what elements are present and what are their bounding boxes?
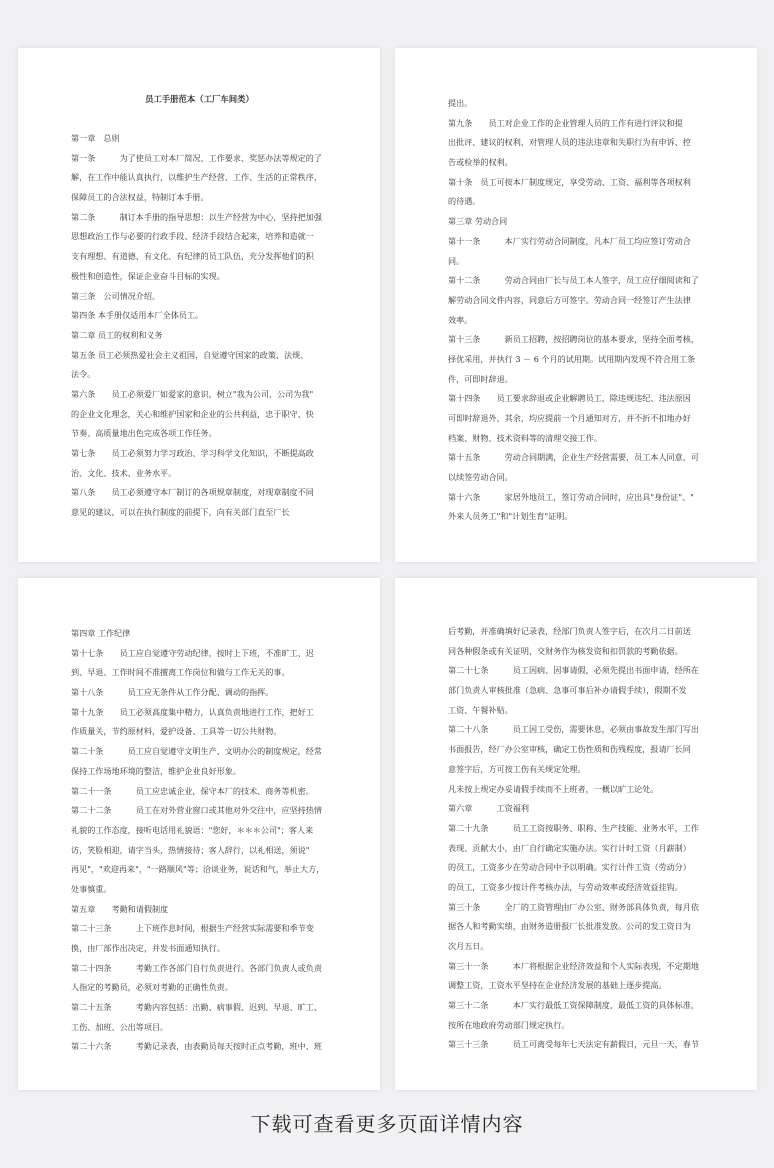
text-line: 第十八条 员工应无条件从工作分配、调动的指挥。 <box>71 687 274 698</box>
text-line: 礼貌的工作态度，接听电话用礼貌语："您好，＊＊＊公司"；客人来 <box>71 824 314 835</box>
page-2-text <box>448 94 705 527</box>
text-line: 第六章 工资福利 <box>448 803 529 814</box>
text-line: 第十二条 劳动合同由厂长与员工本人签字，员工应仔细阅读和了 <box>448 275 699 286</box>
text-line: 部门负责人审核批准（急病、急事可事后补办请假手续），假期不发 <box>448 685 687 696</box>
text-line: 换，由厂部作出决定，并发书面通知执行。 <box>71 943 225 953</box>
text-line: 工资、午餐补贴。 <box>448 704 513 715</box>
text-line: 第二十二条 员工在对外营业窗口或其他对外交往中，应坚持热情 <box>71 805 322 816</box>
text-line: 第六条 员工必须爱厂如爱家的意识，树立"我为公司，公司为我" <box>71 388 314 399</box>
text-line: 第二十一条 员工应忠诚企业，保守本厂的技术、商务等机密。 <box>71 785 314 796</box>
text-line: 第十五条 劳动合同期满，企业生产经营需要，员工本人同意，可 <box>448 452 699 463</box>
document-page-2 <box>395 48 757 562</box>
text-line: 第十九条 员工必须高度集中精力，认真负责地进行工作，把好工 <box>71 706 314 717</box>
text-line: 调整工资，工资水平坚持在企业经济发展的基础上逐步提高。 <box>448 980 667 991</box>
text-line: 后考勤，并准确填好记录表，经部门负责人签字后，在次月二日前送 <box>448 626 691 636</box>
text-line: 人指定的考勤员，必须对考勤的正确性负责。 <box>71 982 233 993</box>
document-page-4 <box>395 578 757 1090</box>
text-line: 第一条 为了使员工对本厂简况、工作要求、奖惩办法等规定的了 <box>71 152 322 163</box>
text-line: 第一章 总则 <box>71 133 120 143</box>
page-1-content <box>71 92 328 523</box>
text-line: 档案、财物、技术资料等的清理交接工作。 <box>448 432 602 443</box>
text-line: 治、文化、技术、业务水平。 <box>71 467 177 478</box>
text-line: 保持工作场地环境的整洁，维护企业良好形象。 <box>71 765 241 776</box>
text-line: 第二十八条 员工因工受伤，需要休息，必须由事故发生部门写出 <box>448 724 699 735</box>
text-line: 节奏、高质量地出色完成各项工作任务。 <box>71 428 217 439</box>
text-line: 解劳动合同文件内容，同意后方可签字。劳动合同一经签订产生法律 <box>448 294 691 305</box>
text-line: 支有理想、有道德、有文化、有纪律的员工队伍，充分发挥他们的积 <box>71 251 314 262</box>
text-line: 提出。 <box>448 98 473 108</box>
text-line: 表现、贡献大小，由厂自行确定实施办法。实行计时工资（月薪制） <box>448 842 691 853</box>
text-line: 第四章 工作纪律 <box>71 628 131 638</box>
text-line: 第二条 制订本手册的指导思想：以生产经营为中心，坚持把加强 <box>71 211 322 222</box>
text-line: 处事慎重。 <box>71 883 112 894</box>
text-line: 思想政治工作与必要的行政手段、经济手段结合起来，培养和造就一 <box>71 231 314 242</box>
text-line: 第二十七条 员工因病、因事请假，必须先提出书面申请，经所在 <box>448 665 699 676</box>
text-line: 告或检举的权利。 <box>448 157 513 168</box>
text-line: 同各种假条或有关证明，交财务作为核发资和扣罚款的考勤依据。 <box>448 645 683 656</box>
text-line: 第十四条 员工要求辞退或企业解聘员工，除违规违纪、违法原因 <box>448 393 691 404</box>
text-line: 第二十九条 员工工资按职务、职称、生产技能、业务水平，工作 <box>448 822 699 833</box>
page-2-content <box>448 94 705 527</box>
text-line: 到、早退、工作时间不准擅离工作岗位和做与工作无关的事。 <box>71 667 290 678</box>
text-line: 第二十五条 考勤内容包括：出勤、病事假、迟到、早退、旷工、 <box>71 1002 322 1013</box>
download-more-caption[interactable]: 下载可查看更多页面详情内容 <box>250 1112 524 1136</box>
text-line: 第三十条 全厂的工资管理由厂办公室、财务部具体负责，每月依 <box>448 901 699 912</box>
text-line: 极性和创造性，保证企业奋斗目标的实现。 <box>71 270 225 281</box>
page-3-text <box>71 624 328 1057</box>
text-line: 出批评、建议的权利，对管理人员的违法违章和失职行为有申诉、控 <box>448 137 691 148</box>
text-line: 第十三条 新员工招聘，按招聘岗位的基本要求，坚持全面考核， <box>448 334 699 345</box>
text-line: 意见的建议，可以在执行制度的前提下，向有关部门直至厂长 <box>71 507 290 518</box>
text-line: 解，在工作中能认真执行，以维护生产经营、工作、生活的正常秩序， <box>71 172 322 183</box>
text-line: 第九条 员工对企业工作的企业管理人员的工作有进行评议和提 <box>448 117 683 128</box>
text-line: 第十一条 本厂实行劳动合同制度，凡本厂员工均应签订劳动合 <box>448 235 691 246</box>
text-line: 第三条 公司情况介绍。 <box>71 290 161 301</box>
text-line: 按所在地政府劳动部门规定执行。 <box>448 1019 570 1030</box>
text-line: 第二十六条 考勤记录表，由表勤员每天按时正点考勤，班中、班 <box>71 1041 322 1052</box>
text-line: 书面报告，经厂办公室审核，确定工伤性质和伤残程度，报请厂长同 <box>448 744 691 755</box>
text-line: 第二十四条 考勤工作各部门自行负责进行。各部门负责人或负责 <box>71 962 322 973</box>
text-line: 第十七条 员工应自觉遵守劳动纪律，按时上下班，不准旷工、迟 <box>71 647 314 658</box>
text-line: 次月五日。 <box>448 941 489 951</box>
text-line: 保障员工的合法权益，特制订本手册。 <box>71 192 209 203</box>
text-line: 的待遇。 <box>448 196 481 207</box>
text-line: 以续签劳动合同。 <box>448 472 513 483</box>
text-line: 的员工，工资多少在劳动合同中予以明确。实行计件工资（劳动分） <box>448 862 691 873</box>
text-line: 第二章 员工的权利和义务 <box>71 329 163 340</box>
text-line: 的员工，工资多少按计件考核办法，与劳动效率或经济效益挂钩。 <box>448 881 683 892</box>
text-line: 件，可即时辞退。 <box>448 373 513 384</box>
document-title: 员工手册范本（工厂车间类） <box>145 94 254 104</box>
text-line: 同。 <box>448 255 465 266</box>
page-1-text <box>71 129 328 523</box>
document-page-1 <box>18 48 380 562</box>
page-4-text <box>448 622 705 1055</box>
text-line: 据各人和考勤实绩，由财务造册报厂长批准发放。公司的发工资日为 <box>448 921 691 932</box>
text-line: 第五章 考勤和请假制度 <box>71 903 169 914</box>
text-line: 凡未按上规定办妥请假手续而不上班者，一概以旷工论处。 <box>448 783 659 794</box>
text-line: 再见"，"欢迎再来"，"一路顺风"等；洽谈业务，说话和气，举止大方， <box>71 864 325 875</box>
text-line: 效率。 <box>448 314 473 325</box>
text-line: 第二十条 员工应自觉遵守文明生产、文明办公的制度规定，经常 <box>71 746 322 757</box>
text-line: 第八条 员工必须遵守本厂制订的各项规章制度，对现章制度不同 <box>71 487 314 498</box>
document-page-3 <box>18 578 380 1090</box>
text-line: 外来人员务工"和"计划生育"证明。 <box>448 511 573 522</box>
text-line: 第三章 劳动合同 <box>448 216 508 227</box>
text-line: 法令。 <box>71 369 96 380</box>
text-line: 工伤、加班、公出等项目。 <box>71 1021 169 1032</box>
text-line: 访，笑脸相迎，请字当头，热情接待；客人辞行，以礼相送，须说" <box>71 844 310 855</box>
text-line: 第三十一条 本厂将根据企业经济效益和个人实际表现，不定期地 <box>448 960 699 971</box>
text-line: 第十条 员工可按本厂制度规定，享受劳动、工资、福利等各项权利 <box>448 176 691 187</box>
page-3-content <box>71 624 328 1057</box>
page-4-content <box>448 622 705 1055</box>
text-line: 第五条 员工必须热爱社会主义祖国，自觉遵守国家的政策、法规、 <box>71 349 309 360</box>
text-line: 可即时辞退外，其余，均应提前一个月通知对方，并不折不扣地办好 <box>448 413 691 423</box>
text-line: 作质量关，节约原材料，爱护设备、工具等一切公共财物。 <box>71 726 282 737</box>
text-line: 第三十二条 本厂实行最低工资保障制度，最低工资的具体标准， <box>448 1000 699 1011</box>
text-line: 第三十三条 员工可离受每年七天法定有薪假日，元旦一天，春节 <box>448 1039 699 1050</box>
text-line: 择优采用，并执行 3 － 6 个月的试用期。试用期内发现不符合用工条 <box>448 353 696 364</box>
text-line: 第四条 本手册仅适用本厂全体员工。 <box>71 310 204 321</box>
text-line: 第十六条 家居外地员工，签订劳动合同时，应出具"身份证"、" <box>448 491 694 502</box>
text-line: 的企业文化理念，关心和维护国家和企业的公共利益，忠于职守、快 <box>71 408 314 419</box>
text-line: 第二十三条 上下班作息时间，根据生产经营实际需要和季节变 <box>71 923 314 934</box>
text-line: 意签字后，方可按工伤有关规定处理。 <box>448 763 586 774</box>
text-line: 第七条 员工必须努力学习政治、学习科学文化知识，不断提高政 <box>71 448 314 458</box>
